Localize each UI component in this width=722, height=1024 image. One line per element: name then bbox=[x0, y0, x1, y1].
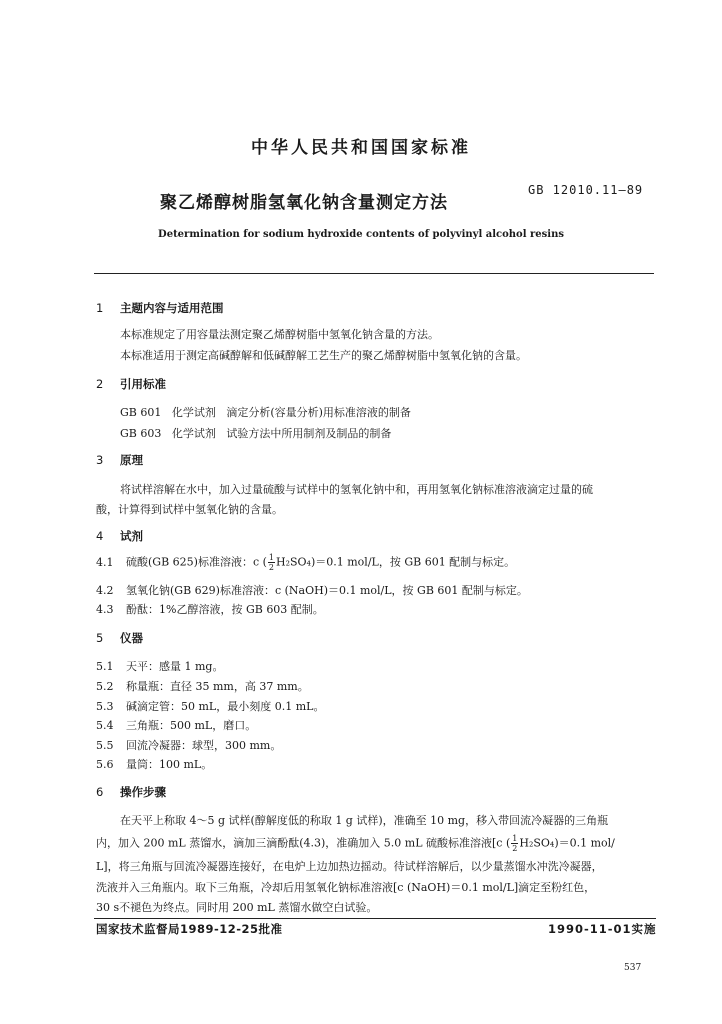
standard-code: GB 12010.11—89 bbox=[528, 183, 644, 197]
section-title: 试剂 bbox=[120, 529, 143, 543]
line-text: H₂SO₄)＝0.1 mol/ bbox=[519, 836, 615, 850]
fraction-denominator: 2 bbox=[268, 563, 274, 572]
apparatus-item bbox=[96, 658, 223, 674]
header-divider bbox=[94, 273, 654, 274]
section-number: 2 bbox=[96, 377, 104, 391]
section-title: 原理 bbox=[120, 453, 143, 467]
s1-paragraph: 本标准规定了用容量法测定聚乙烯醇树脂中氢氧化钠含量的方法。 bbox=[120, 328, 439, 341]
section-title: 仪器 bbox=[120, 631, 143, 645]
section-5-heading bbox=[96, 630, 143, 646]
item-text: 量筒：100 mL。 bbox=[126, 758, 213, 771]
reagent-item bbox=[96, 601, 324, 617]
national-standard-heading: 中华人民共和国国家标准 bbox=[251, 138, 471, 158]
apparatus-item bbox=[96, 737, 281, 753]
section-number: 5 bbox=[96, 631, 104, 645]
item-text: 氢氧化钠(GB 629)标准溶液：c (NaOH)＝0.1 mol/L，按 GB 601 配制与标定。 bbox=[126, 584, 528, 597]
apparatus-item bbox=[96, 678, 309, 694]
fraction-numerator: 1 bbox=[268, 553, 274, 562]
effective-date: 1990-11-01实施 bbox=[548, 922, 657, 936]
section-title: 引用标准 bbox=[120, 377, 166, 391]
fraction-numerator: 1 bbox=[512, 834, 518, 843]
page-number: 537 bbox=[624, 963, 642, 973]
item-number: 4.2 bbox=[96, 584, 114, 597]
item-text: 硫酸(GB 625)标准溶液：c ( bbox=[126, 555, 267, 569]
item-number: 5.5 bbox=[96, 739, 114, 752]
fraction bbox=[511, 834, 518, 853]
s6-paragraph-line: 在天平上称取 4～5 g 试样(醇解度低的称取 1 g 试样)，准确至 10 mg，移入带回流冷凝器的三角瓶 bbox=[120, 814, 609, 827]
reference-item: GB 601 化学试剂 滴定分析(容量分析)用标准溶液的制备 bbox=[120, 406, 411, 419]
apparatus-item bbox=[96, 717, 256, 733]
section-number: 6 bbox=[96, 785, 104, 799]
item-text: 碱滴定管：50 mL，最小刻度 0.1 mL。 bbox=[126, 700, 325, 713]
section-6-heading bbox=[96, 784, 166, 800]
s1-paragraph: 本标准适用于测定高碱醇解和低碱醇解工艺生产的聚乙烯醇树脂中氢氧化钠的含量。 bbox=[120, 349, 527, 362]
item-text: 酚酞：1%乙醇溶液，按 GB 603 配制。 bbox=[126, 603, 324, 616]
item-text: H₂SO₄)＝0.1 mol/L，按 GB 601 配制与标定。 bbox=[276, 555, 516, 569]
footer-divider bbox=[94, 918, 656, 919]
item-number: 4.3 bbox=[96, 603, 114, 616]
item-text: 三角瓶：500 mL，磨口。 bbox=[126, 719, 257, 732]
s6-paragraph-line: 30 s不褪色为终点。同时用 200 mL 蒸馏水做空白试验。 bbox=[96, 901, 378, 914]
standard-title-en: Determination for sodium hydroxide contents of polyvinyl alcohol resins bbox=[158, 229, 564, 240]
s3-paragraph-line: 将试样溶解在水中，加入过量硫酸与试样中的氢氧化钠中和，再用氢氧化钠标准溶液滴定过量的硫 bbox=[120, 483, 593, 496]
fraction-denominator: 2 bbox=[512, 844, 518, 853]
reagent-item bbox=[96, 582, 528, 598]
reference-item: GB 603 化学试剂 试验方法中所用制剂及制品的制备 bbox=[120, 427, 392, 440]
fraction bbox=[268, 553, 275, 572]
item-number: 5.2 bbox=[96, 680, 114, 693]
section-3-heading bbox=[96, 452, 143, 468]
item-number: 5.1 bbox=[96, 660, 114, 673]
section-1-heading bbox=[96, 300, 224, 316]
section-number: 4 bbox=[96, 529, 104, 543]
approval-date: 国家技术监督局1989-12-25批准 bbox=[96, 922, 283, 936]
s3-paragraph-line: 酸，计算得到试样中氢氧化钠的含量。 bbox=[96, 503, 283, 516]
section-title: 主题内容与适用范围 bbox=[120, 301, 224, 315]
apparatus-item bbox=[96, 756, 212, 772]
line-text: 内，加入 200 mL 蒸馏水，滴加三滴酚酞(4.3)，准确加入 5.0 mL 硫酸标准溶液[c ( bbox=[96, 836, 511, 850]
section-number: 1 bbox=[96, 301, 104, 315]
item-number: 5.6 bbox=[96, 758, 114, 771]
s6-paragraph-line bbox=[96, 834, 615, 853]
s6-paragraph-line: 洗液并入三角瓶内。取下三角瓶，冷却后用氢氧化钠标准溶液[c (NaOH)＝0.1 mol/L]滴定至粉红色， bbox=[96, 881, 596, 894]
section-number: 3 bbox=[96, 453, 104, 467]
item-text: 回流冷凝器：球型，300 mm。 bbox=[126, 739, 282, 752]
item-number: 5.3 bbox=[96, 700, 114, 713]
standard-title-cn: 聚乙烯醇树脂氢氧化钠含量测定方法 bbox=[160, 193, 448, 213]
s6-paragraph-line: L]，将三角瓶与回流冷凝器连接好，在电炉上边加热边摇动。待试样溶解后，以少量蒸馏水冲洗冷凝器， bbox=[96, 860, 603, 873]
item-number: 5.4 bbox=[96, 719, 114, 732]
section-title: 操作步骤 bbox=[120, 785, 166, 799]
reagent-item bbox=[96, 553, 515, 572]
item-text: 称量瓶：直径 35 mm，高 37 mm。 bbox=[126, 680, 309, 693]
section-2-heading bbox=[96, 376, 166, 392]
item-number: 4.1 bbox=[96, 555, 114, 569]
apparatus-item bbox=[96, 698, 324, 714]
section-4-heading bbox=[96, 528, 143, 544]
item-text: 天平：感量 1 mg。 bbox=[126, 660, 224, 673]
